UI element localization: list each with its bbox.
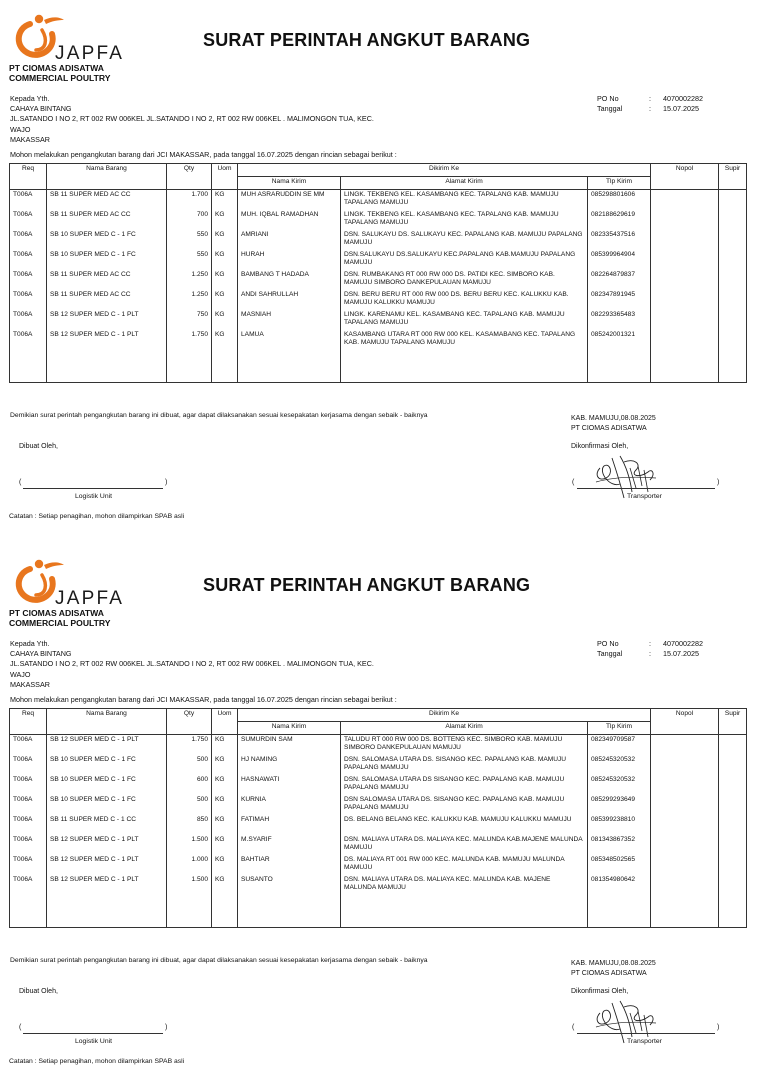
cell-supir (719, 815, 747, 835)
cell-alamat-kirim: LINGK. TEKBENG KEL. KASAMBANG KEC. TAPALANG KAB. MAMUJU TAPALANG MAMUJU (341, 190, 588, 211)
brand-name: JAPFA (55, 43, 125, 64)
cell-qty: 1.000 (167, 855, 212, 875)
intro-text: Mohon melakukan pengangkutan barang dari JCI MAKASSAR, pada tanggal 16.07.2025 dengan rincian sebagai berikut : (10, 150, 397, 159)
cell-alamat-kirim: DSN.SALUKAYU DS.SALUKAYU KEC.PAPALANG KAB.MAMUJU PAPALANG MAMUJU (341, 250, 588, 270)
table-row (10, 795, 747, 815)
cell-tlp-kirim: 085399964904 (588, 250, 651, 270)
header-req: Req (10, 164, 47, 190)
cell-supir (719, 210, 747, 230)
empty-cell (719, 350, 747, 383)
cell-nopol (651, 230, 719, 250)
cell-alamat-kirim: LINGK. KARENAMU KEL. KASAMBANG KEC. TAPALANG KAB. MAMUJU TAPALANG MAMUJU (341, 310, 588, 330)
cell-uom: KG (212, 210, 238, 230)
cell-nopol (651, 330, 719, 350)
cell-supir (719, 855, 747, 875)
header-alamat-kirim: Alamat Kirim (341, 722, 588, 735)
cell-nopol (651, 835, 719, 855)
cell-nama-barang: SB 10 SUPER MED C - 1 FC (47, 795, 167, 815)
cell-supir (719, 755, 747, 775)
empty-cell (10, 895, 47, 928)
table-row (10, 330, 747, 350)
role-transporter: Transporter (627, 1038, 662, 1045)
dibuat-oleh-label: Dibuat Oleh, (19, 443, 58, 450)
header-dikirim-ke: Dikirim Ke (238, 164, 651, 177)
cell-qty: 550 (167, 230, 212, 250)
empty-cell (651, 350, 719, 383)
recipient-block (10, 639, 374, 690)
cell-supir (719, 835, 747, 855)
cell-uom: KG (212, 875, 238, 895)
cell-alamat-kirim: LINGK. TEKBENG KEL. KASAMBANG KEC. TAPALANG KAB. MAMUJU TAPALANG MAMUJU (341, 210, 588, 230)
empty-cell (167, 895, 212, 928)
cell-nopol (651, 755, 719, 775)
cell-nama-kirim: HASNAWATI (238, 775, 341, 795)
recipient-name: CAHAYA BINTANG (10, 104, 72, 114)
cell-nopol (651, 190, 719, 211)
cell-tlp-kirim: 082293365483 (588, 310, 651, 330)
cell-nama-barang: SB 11 SUPER MED AC CC (47, 270, 167, 290)
table-row (10, 230, 747, 250)
recipient-address: JL.SATANDO I NO 2, RT 002 RW 006KEL JL.SATANDO I NO 2, RT 002 RW 006KEL . MALIMONGON TUA, KEC. (10, 659, 374, 669)
table-row (10, 250, 747, 270)
cell-alamat-kirim: DSN. SALOMASA UTARA DS SISANGO KEC. PAPALANG KAB. MAMUJU PAPALANG MAMUJU (341, 775, 588, 795)
po-block (597, 94, 703, 114)
empty-cell (719, 895, 747, 928)
cell-alamat-kirim: DSN. BERU BERU RT 000 RW 000 DS. BERU BERU KEC. KALUKKU KAB. MAMUJU KALUKKU MAMUJU (341, 290, 588, 310)
cell-nama-kirim: BAHTIAR (238, 855, 341, 875)
cell-nama-kirim: HURAH (238, 250, 341, 270)
cell-qty: 550 (167, 250, 212, 270)
cell-req: T006A (10, 310, 47, 330)
recipient-city-2: MAKASSAR (10, 134, 50, 144)
brand-name: JAPFA (55, 588, 125, 609)
cell-uom: KG (212, 330, 238, 350)
cell-qty: 500 (167, 795, 212, 815)
tanggal-label: Tanggal (597, 104, 623, 114)
paren-close-right: ) (717, 1024, 720, 1031)
cell-req: T006A (10, 230, 47, 250)
company-division: COMMERCIAL POULTRY (9, 618, 111, 628)
cell-alamat-kirim: DSN. MALIAYA UTARA DS. MALIAYA KEC. MALUNDA KAB.MAJENE MALUNDA MAMUJU (341, 835, 588, 855)
tanggal-colon: : (649, 104, 651, 114)
cell-qty: 1.700 (167, 190, 212, 211)
header-nama-barang: Nama Barang (47, 709, 167, 735)
cell-uom: KG (212, 755, 238, 775)
cell-nopol (651, 250, 719, 270)
company-name: PT CIOMAS ADISATWA (9, 608, 105, 618)
header-nama-barang: Nama Barang (47, 164, 167, 190)
empty-cell (167, 350, 212, 383)
cell-tlp-kirim: 082349709587 (588, 735, 651, 756)
recipient-block (10, 94, 374, 145)
cell-nama-kirim: MASNIAH (238, 310, 341, 330)
spab-document (0, 545, 768, 1090)
place-date: KAB. MAMUJU,08.08.2025 (571, 415, 656, 422)
header-supir: Supir (719, 164, 747, 190)
table-filler-row (10, 895, 747, 928)
catatan-note: Catatan : Setiap penagihan, mohon dilampirkan SPAB asli (9, 513, 185, 520)
cell-supir (719, 795, 747, 815)
cell-nama-barang: SB 10 SUPER MED C - 1 FC (47, 755, 167, 775)
header-tlp-kirim: Tlp Kirim (588, 722, 651, 735)
empty-cell (588, 895, 651, 928)
cell-alamat-kirim: KASAMBANG UTARA RT 000 RW 000 KEL. KASAMABANG KEC. TAPALANG KAB. MAMUJU TAPALANG MAMUJU (341, 330, 588, 350)
company-name: PT CIOMAS ADISATWA (9, 63, 105, 73)
cell-tlp-kirim: 085299293649 (588, 795, 651, 815)
cell-qty: 1.500 (167, 875, 212, 895)
empty-cell (238, 895, 341, 928)
closing-statement: Demikian surat perintah pengangkutan barang ini dibuat, agar dapat dilaksanakan sesuai kesepakatan kerjasama dengan sebaik - baiknya (10, 412, 428, 419)
table-row (10, 310, 747, 330)
cell-nama-kirim: FATIMAH (238, 815, 341, 835)
closing-statement: Demikian surat perintah pengangkutan barang ini dibuat, agar dapat dilaksanakan sesuai kesepakatan kerjasama dengan sebaik - baiknya (10, 957, 428, 964)
cell-nama-barang: SB 10 SUPER MED C - 1 FC (47, 230, 167, 250)
cell-uom: KG (212, 855, 238, 875)
cell-supir (719, 290, 747, 310)
recipient-city: WAJO (10, 669, 31, 679)
cell-alamat-kirim: DS. BELANG BELANG KEC. KALUKKU KAB. MAMUJU KALUKKU MAMUJU (341, 815, 588, 835)
cell-alamat-kirim: DSN. RUMBAKANG RT 000 RW 000 DS. PATIDI KEC. SIMBORO KAB. MAMUJU SIMBORO DANKEPULAUAN MAMUJU (341, 270, 588, 290)
empty-cell (47, 895, 167, 928)
cell-qty: 1.500 (167, 835, 212, 855)
header-dikirim-ke: Dikirim Ke (238, 709, 651, 722)
cell-uom: KG (212, 310, 238, 330)
place-company: PT CIOMAS ADISATWA (571, 425, 647, 432)
cell-nama-barang: SB 11 SUPER MED AC CC (47, 290, 167, 310)
cell-alamat-kirim: DSN SALOMASA UTARA DS. SISANGO KEC. PAPALANG KAB. MAMUJU PAPALANG MAMUJU (341, 795, 588, 815)
role-logistik: Logistik Unit (75, 493, 113, 500)
cell-nopol (651, 855, 719, 875)
header-uom: Uom (212, 709, 238, 735)
cell-nama-kirim: SUMURDIN SAM (238, 735, 341, 756)
paren-open-left: ( (19, 479, 22, 486)
cell-nama-kirim: MUH. IQBAL RAMADHAN (238, 210, 341, 230)
cell-req: T006A (10, 290, 47, 310)
cell-uom: KG (212, 815, 238, 835)
cell-qty: 1.750 (167, 735, 212, 756)
recipient-city: WAJO (10, 124, 31, 134)
po-block (597, 639, 703, 659)
cell-req: T006A (10, 735, 47, 756)
header-req: Req (10, 709, 47, 735)
cell-tlp-kirim: 085245320532 (588, 755, 651, 775)
cell-req: T006A (10, 815, 47, 835)
cell-tlp-kirim: 081343867352 (588, 835, 651, 855)
paren-close-left: ) (165, 479, 168, 486)
header-nama-kirim: Nama Kirim (238, 722, 341, 735)
cell-uom: KG (212, 270, 238, 290)
cell-req: T006A (10, 250, 47, 270)
po-value: 4070002282 (663, 94, 703, 103)
table-row (10, 755, 747, 775)
cell-uom: KG (212, 230, 238, 250)
cell-uom: KG (212, 735, 238, 756)
tanggal-value: 15.07.2025 (663, 104, 699, 114)
cell-uom: KG (212, 290, 238, 310)
cell-nopol (651, 795, 719, 815)
cell-nama-kirim: ANDI SAHRULLAH (238, 290, 341, 310)
place-date-block (571, 959, 656, 979)
role-logistik: Logistik Unit (75, 1038, 113, 1045)
table-row (10, 270, 747, 290)
empty-cell (651, 895, 719, 928)
cell-nama-barang: SB 11 SUPER MED C - 1 CC (47, 815, 167, 835)
signature-line-right (577, 1033, 715, 1034)
empty-cell (212, 895, 238, 928)
po-colon: : (649, 94, 651, 103)
table-row (10, 815, 747, 835)
cell-tlp-kirim: 085298801606 (588, 190, 651, 211)
cell-req: T006A (10, 795, 47, 815)
cell-nama-barang: SB 12 SUPER MED C - 1 PLT (47, 735, 167, 756)
cell-uom: KG (212, 795, 238, 815)
header-qty: Qty (167, 709, 212, 735)
cell-nopol (651, 310, 719, 330)
shipment-table (9, 163, 747, 383)
cell-nama-barang: SB 10 SUPER MED C - 1 FC (47, 775, 167, 795)
cell-uom: KG (212, 835, 238, 855)
role-transporter: Transporter (627, 493, 662, 500)
po-value: 4070002282 (663, 639, 703, 648)
cell-tlp-kirim: 082347891945 (588, 290, 651, 310)
tanggal-value: 15.07.2025 (663, 649, 699, 659)
cell-uom: KG (212, 250, 238, 270)
cell-supir (719, 330, 747, 350)
catatan-note: Catatan : Setiap penagihan, mohon dilampirkan SPAB asli (9, 1058, 185, 1065)
cell-tlp-kirim: 085399238810 (588, 815, 651, 835)
cell-alamat-kirim: DSN. SALOMASA UTARA DS. SISANGO KEC. PAPALANG KAB. MAMUJU PAPALANG MAMUJU (341, 755, 588, 775)
cell-req: T006A (10, 270, 47, 290)
header-uom: Uom (212, 164, 238, 190)
empty-cell (341, 350, 588, 383)
table-row (10, 855, 747, 875)
cell-qty: 750 (167, 310, 212, 330)
dikonfirmasi-oleh-label: Dikonfirmasi Oleh, (571, 988, 629, 995)
cell-nama-kirim: HJ NAMING (238, 755, 341, 775)
paren-close-left: ) (165, 1024, 168, 1031)
document-title: SURAT PERINTAH ANGKUT BARANG (203, 30, 531, 50)
empty-cell (588, 350, 651, 383)
header-supir: Supir (719, 709, 747, 735)
cell-qty: 850 (167, 815, 212, 835)
recipient-name: CAHAYA BINTANG (10, 649, 72, 659)
cell-nama-kirim: AMRIANI (238, 230, 341, 250)
tanggal-colon: : (649, 649, 651, 659)
table-filler-row (10, 350, 747, 383)
cell-alamat-kirim: DSN. SALUKAYU DS. SALUKAYU KEC. PAPALANG KAB. MAMUJU PAPALANG MAMUJU (341, 230, 588, 250)
header-nopol: Nopol (651, 709, 719, 735)
cell-tlp-kirim: 082335437516 (588, 230, 651, 250)
document-title: SURAT PERINTAH ANGKUT BARANG (203, 575, 531, 595)
table-row (10, 875, 747, 895)
cell-supir (719, 875, 747, 895)
cell-qty: 700 (167, 210, 212, 230)
table-row (10, 735, 747, 756)
place-date: KAB. MAMUJU,08.08.2025 (571, 960, 656, 967)
cell-tlp-kirim: 082264879837 (588, 270, 651, 290)
empty-cell (212, 350, 238, 383)
cell-qty: 1.250 (167, 270, 212, 290)
cell-nama-kirim: M.SYARIF (238, 835, 341, 855)
cell-nama-kirim: SUSANTO (238, 875, 341, 895)
cell-req: T006A (10, 330, 47, 350)
cell-nama-barang: SB 12 SUPER MED C - 1 PLT (47, 875, 167, 895)
cell-qty: 500 (167, 755, 212, 775)
cell-tlp-kirim: 085245320532 (588, 775, 651, 795)
cell-req: T006A (10, 210, 47, 230)
cell-tlp-kirim: 085348502565 (588, 855, 651, 875)
cell-nama-barang: SB 11 SUPER MED AC CC (47, 190, 167, 211)
cell-uom: KG (212, 775, 238, 795)
kepada-label: Kepada Yth. (10, 639, 50, 648)
cell-nama-barang: SB 12 SUPER MED C - 1 PLT (47, 835, 167, 855)
empty-cell (47, 350, 167, 383)
cell-req: T006A (10, 875, 47, 895)
cell-nama-barang: SB 11 SUPER MED AC CC (47, 210, 167, 230)
cell-nopol (651, 270, 719, 290)
cell-nama-barang: SB 12 SUPER MED C - 1 PLT (47, 855, 167, 875)
cell-qty: 1.250 (167, 290, 212, 310)
po-label: PO No (597, 94, 619, 103)
cell-nopol (651, 290, 719, 310)
header-nama-kirim: Nama Kirim (238, 177, 341, 190)
cell-nopol (651, 735, 719, 756)
cell-nama-kirim: LAMUA (238, 330, 341, 350)
cell-supir (719, 310, 747, 330)
kepada-label: Kepada Yth. (10, 94, 50, 103)
tanggal-label: Tanggal (597, 649, 623, 659)
cell-req: T006A (10, 190, 47, 211)
cell-supir (719, 270, 747, 290)
signature-line-left (23, 488, 163, 489)
place-date-block (571, 414, 656, 434)
cell-nopol (651, 815, 719, 835)
shipment-table (9, 708, 747, 928)
cell-alamat-kirim: TALUDU RT 000 RW 000 DS. BOTTENG KEC. SIMBORO KAB. MAMUJU SIMBORO DANKEPULAUAN MAMUJU (341, 735, 588, 756)
cell-nama-barang: SB 12 SUPER MED C - 1 PLT (47, 330, 167, 350)
signature-line-right (577, 488, 715, 489)
paren-close-right: ) (717, 479, 720, 486)
dikonfirmasi-oleh-label: Dikonfirmasi Oleh, (571, 443, 629, 450)
cell-supir (719, 190, 747, 211)
company-division: COMMERCIAL POULTRY (9, 73, 111, 83)
cell-supir (719, 250, 747, 270)
cell-req: T006A (10, 755, 47, 775)
cell-nama-barang: SB 10 SUPER MED C - 1 FC (47, 250, 167, 270)
recipient-city-2: MAKASSAR (10, 679, 50, 689)
po-label: PO No (597, 639, 619, 648)
cell-supir (719, 775, 747, 795)
header-nopol: Nopol (651, 164, 719, 190)
cell-nama-kirim: KURNIA (238, 795, 341, 815)
cell-supir (719, 230, 747, 250)
empty-cell (341, 895, 588, 928)
dibuat-oleh-label: Dibuat Oleh, (19, 988, 58, 995)
cell-alamat-kirim: DS. MALIAYA RT 001 RW 000 KEC. MALUNDA KAB. MAMUJU MALUNDA MAMUJU (341, 855, 588, 875)
empty-cell (238, 350, 341, 383)
cell-supir (719, 735, 747, 756)
cell-uom: KG (212, 190, 238, 211)
signature-line-left (23, 1033, 163, 1034)
cell-tlp-kirim: 085242001321 (588, 330, 651, 350)
cell-tlp-kirim: 082188629619 (588, 210, 651, 230)
header-alamat-kirim: Alamat Kirim (341, 177, 588, 190)
paren-open-left: ( (19, 1024, 22, 1031)
cell-req: T006A (10, 775, 47, 795)
table-row (10, 290, 747, 310)
cell-qty: 600 (167, 775, 212, 795)
cell-req: T006A (10, 835, 47, 855)
cell-nama-kirim: BAMBANG T HADADA (238, 270, 341, 290)
cell-nama-barang: SB 12 SUPER MED C - 1 PLT (47, 310, 167, 330)
cell-qty: 1.750 (167, 330, 212, 350)
header-tlp-kirim: Tlp Kirim (588, 177, 651, 190)
table-row (10, 190, 747, 211)
header-qty: Qty (167, 164, 212, 190)
table-row (10, 210, 747, 230)
intro-text: Mohon melakukan pengangkutan barang dari JCI MAKASSAR, pada tanggal 16.07.2025 dengan rincian sebagai berikut : (10, 695, 397, 704)
cell-nopol (651, 875, 719, 895)
recipient-address: JL.SATANDO I NO 2, RT 002 RW 006KEL JL.SATANDO I NO 2, RT 002 RW 006KEL . MALIMONGON TUA, KEC. (10, 114, 374, 124)
cell-tlp-kirim: 081354980642 (588, 875, 651, 895)
table-row (10, 835, 747, 855)
cell-req: T006A (10, 855, 47, 875)
po-colon: : (649, 639, 651, 648)
cell-alamat-kirim: DSN. MALIAYA UTARA DS. MALIAYA KEC. MALUNDA KAB. MAJENE MALUNDA MAMUJU (341, 875, 588, 895)
place-company: PT CIOMAS ADISATWA (571, 970, 647, 977)
paren-open-right: ( (572, 479, 575, 486)
cell-nama-kirim: MUH ASRARUDDIN SE MM (238, 190, 341, 211)
paren-open-right: ( (572, 1024, 575, 1031)
table-row (10, 775, 747, 795)
empty-cell (10, 350, 47, 383)
cell-nopol (651, 775, 719, 795)
cell-nopol (651, 210, 719, 230)
